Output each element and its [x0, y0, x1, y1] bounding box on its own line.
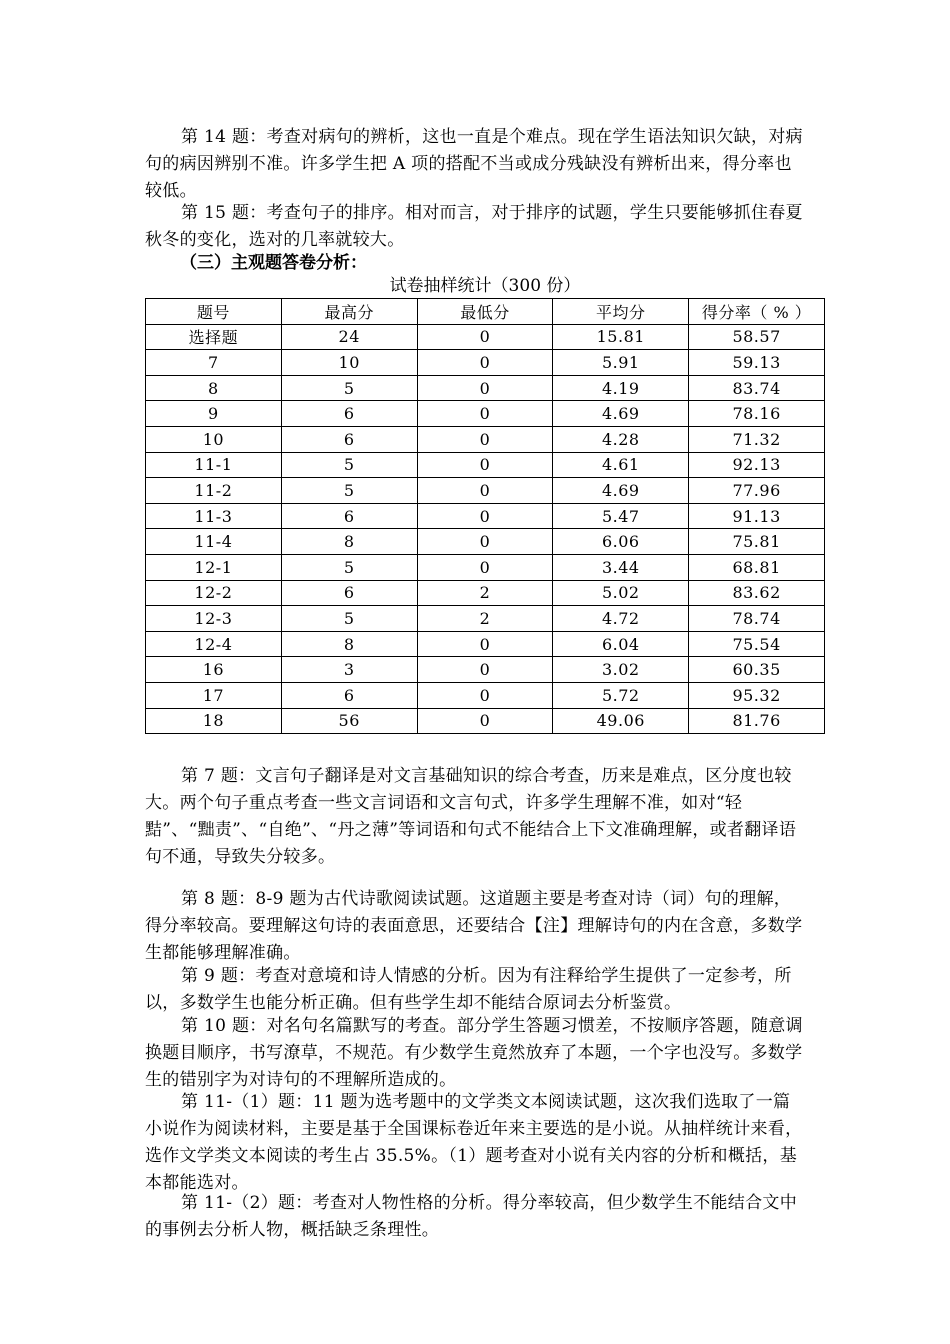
- cell-score-rate: 75.54: [689, 631, 825, 657]
- cell-question-number: 18: [146, 708, 282, 734]
- cell-score-rate: 91.13: [689, 503, 825, 529]
- cell-question-number: 11-3: [146, 503, 282, 529]
- cell-max-score: 5: [281, 375, 417, 401]
- cell-score-rate: 92.13: [689, 452, 825, 478]
- cell-average-score: 6.04: [553, 631, 689, 657]
- header-score-rate: 得分率（ % ）: [689, 299, 825, 325]
- cell-average-score: 5.02: [553, 580, 689, 606]
- table-row: [146, 631, 825, 657]
- header-average-score: 平均分: [553, 299, 689, 325]
- section-heading: （三）主观题答卷分析：: [180, 253, 367, 273]
- cell-max-score: 5: [281, 452, 417, 478]
- table-row: [146, 503, 825, 529]
- cell-question-number: 7: [146, 350, 282, 376]
- cell-average-score: 4.19: [553, 375, 689, 401]
- cell-average-score: 5.47: [553, 503, 689, 529]
- cell-min-score: 0: [417, 554, 553, 580]
- table-row: [146, 426, 825, 452]
- cell-max-score: 3: [281, 657, 417, 683]
- cell-question-number: 选择题: [146, 324, 282, 350]
- cell-question-number: 10: [146, 426, 282, 452]
- paragraph-q11-1: 第 11-（1）题：11 题为选考题中的文学类文本阅读试题，这次我们选取了一篇小说作为阅读材料，主要是基于全国课标卷近年来主要选的是小说。从抽样统计来看，选作文学类文本阅读的考生占 35.5%。（1）题考查对小说有关内容的分析和概括，基本都能选对。: [145, 1092, 803, 1193]
- cell-average-score: 4.72: [553, 606, 689, 632]
- cell-max-score: 6: [281, 426, 417, 452]
- cell-average-score: 6.06: [553, 529, 689, 555]
- table-row: [146, 375, 825, 401]
- cell-question-number: 17: [146, 682, 282, 708]
- cell-average-score: 4.69: [553, 478, 689, 504]
- cell-score-rate: 78.74: [689, 606, 825, 632]
- paragraph-q11-2: 第 11-（2）题：考查对人物性格的分析。得分率较高，但少数学生不能结合文中的事例去分析人物，概括缺乏条理性。: [145, 1193, 797, 1240]
- cell-max-score: 5: [281, 606, 417, 632]
- cell-min-score: 0: [417, 324, 553, 350]
- cell-min-score: 0: [417, 657, 553, 683]
- cell-question-number: 16: [146, 657, 282, 683]
- table-row: [146, 657, 825, 683]
- cell-max-score: 56: [281, 708, 417, 734]
- cell-question-number: 12-2: [146, 580, 282, 606]
- cell-score-rate: 60.35: [689, 657, 825, 683]
- cell-average-score: 4.69: [553, 401, 689, 427]
- table-row: [146, 580, 825, 606]
- table-row: [146, 478, 825, 504]
- cell-max-score: 24: [281, 324, 417, 350]
- table-row: [146, 682, 825, 708]
- cell-question-number: 11-2: [146, 478, 282, 504]
- cell-question-number: 11-1: [146, 452, 282, 478]
- cell-score-rate: 68.81: [689, 554, 825, 580]
- cell-score-rate: 59.13: [689, 350, 825, 376]
- paragraph-q10: 第 10 题：对名句名篇默写的考查。部分学生答题习惯差，不按顺序答题，随意调换题目顺序，书写潦草，不规范。有少数学生竟然放弃了本题，一个字也没写。多数学生的错别字为对诗句的不理解所造成的。: [145, 1016, 803, 1090]
- cell-max-score: 8: [281, 529, 417, 555]
- cell-max-score: 10: [281, 350, 417, 376]
- cell-score-rate: 78.16: [689, 401, 825, 427]
- paragraph-q9: 第 9 题：考查对意境和诗人情感的分析。因为有注释给学生提供了一定参考，所以，多数学生也能分析正确。但有些学生却不能结合原词去分析鉴赏。: [145, 966, 792, 1013]
- paragraph-q15: 第 15 题：考查句子的排序。相对而言，对于排序的试题，学生只要能够抓住春夏秋冬的变化，选对的几率就较大。: [145, 203, 803, 250]
- cell-max-score: 6: [281, 503, 417, 529]
- cell-average-score: 5.91: [553, 350, 689, 376]
- table-row: [146, 606, 825, 632]
- table-row: [146, 529, 825, 555]
- cell-average-score: 3.44: [553, 554, 689, 580]
- cell-min-score: 0: [417, 350, 553, 376]
- cell-question-number: 12-1: [146, 554, 282, 580]
- paragraph-q7: 第 7 题：文言句子翻译是对文言基础知识的综合考查，历来是难点，区分度也较大。两个句子重点考查一些文言词语和文言句式，许多学生理解不准，如对“轻黠”、“黜责”、“自绝”、“丹之薄”等词语和句式不能结合上下文准确理解，或者翻译语句不通，导致失分较多。: [145, 766, 797, 867]
- cell-min-score: 2: [417, 606, 553, 632]
- table-row: [146, 554, 825, 580]
- cell-score-rate: 58.57: [689, 324, 825, 350]
- cell-min-score: 0: [417, 708, 553, 734]
- cell-max-score: 8: [281, 631, 417, 657]
- table-row: [146, 452, 825, 478]
- table-row: [146, 324, 825, 350]
- cell-average-score: 15.81: [553, 324, 689, 350]
- cell-min-score: 0: [417, 452, 553, 478]
- paragraph-q8: 第 8 题：8-9 题为古代诗歌阅读试题。这道题主要是考查对诗（词）句的理解，得分率较高。要理解这句诗的表面意思，还要结合【注】理解诗句的内在含意，多数学生都能够理解准确。: [145, 889, 803, 963]
- cell-average-score: 4.61: [553, 452, 689, 478]
- cell-min-score: 0: [417, 375, 553, 401]
- table-row: [146, 401, 825, 427]
- cell-question-number: 11-4: [146, 529, 282, 555]
- cell-question-number: 12-4: [146, 631, 282, 657]
- paragraph-q14: 第 14 题：考查对病句的辨析，这也一直是个难点。现在学生语法知识欠缺，对病句的病因辨别不准。许多学生把 A 项的搭配不当或成分残缺没有辨析出来，得分率也较低。: [145, 127, 803, 201]
- cell-question-number: 8: [146, 375, 282, 401]
- cell-max-score: 5: [281, 554, 417, 580]
- cell-min-score: 0: [417, 529, 553, 555]
- cell-score-rate: 81.76: [689, 708, 825, 734]
- cell-score-rate: 75.81: [689, 529, 825, 555]
- cell-average-score: 3.02: [553, 657, 689, 683]
- cell-score-rate: 83.62: [689, 580, 825, 606]
- statistics-table: [145, 298, 825, 734]
- header-max-score: 最高分: [281, 299, 417, 325]
- cell-question-number: 12-3: [146, 606, 282, 632]
- cell-max-score: 5: [281, 478, 417, 504]
- cell-min-score: 0: [417, 503, 553, 529]
- cell-min-score: 0: [417, 478, 553, 504]
- cell-average-score: 4.28: [553, 426, 689, 452]
- cell-max-score: 6: [281, 682, 417, 708]
- cell-average-score: 5.72: [553, 682, 689, 708]
- header-question-number: 题号: [146, 299, 282, 325]
- table-row: [146, 708, 825, 734]
- cell-question-number: 9: [146, 401, 282, 427]
- cell-min-score: 0: [417, 631, 553, 657]
- cell-min-score: 0: [417, 682, 553, 708]
- cell-score-rate: 83.74: [689, 375, 825, 401]
- cell-max-score: 6: [281, 580, 417, 606]
- cell-min-score: 2: [417, 580, 553, 606]
- cell-score-rate: 77.96: [689, 478, 825, 504]
- cell-score-rate: 71.32: [689, 426, 825, 452]
- table-row: [146, 350, 825, 376]
- cell-average-score: 49.06: [553, 708, 689, 734]
- table-body: [146, 324, 825, 734]
- cell-score-rate: 95.32: [689, 682, 825, 708]
- cell-max-score: 6: [281, 401, 417, 427]
- header-min-score: 最低分: [417, 299, 553, 325]
- table-caption: 试卷抽样统计（300 份）: [389, 276, 581, 296]
- table-header-row: [146, 299, 825, 325]
- cell-min-score: 0: [417, 401, 553, 427]
- cell-min-score: 0: [417, 426, 553, 452]
